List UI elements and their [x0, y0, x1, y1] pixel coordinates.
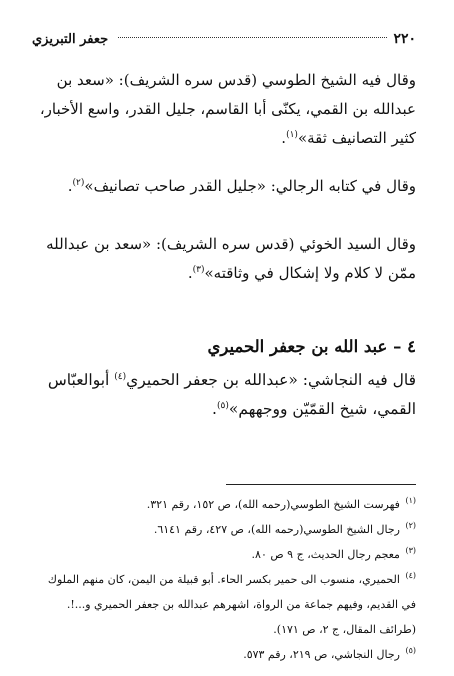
paragraph-end: . [281, 129, 287, 147]
footnote-mark: (٥) [405, 646, 416, 656]
footnote-mark: (٢) [405, 521, 416, 531]
footnote-ref[interactable]: (١) [286, 130, 298, 140]
paragraph-text: قال فيه النجاشي: «عبدالله بن جعفر الحميري [126, 371, 416, 389]
paragraph-text: وقال السيد الخوئي (قدس سره الشريف): «سعد بن عبدالله ممّن لا كلام ولا إشكال في وثاقته» [46, 235, 416, 282]
running-header [32, 28, 416, 50]
paragraph-tusi-fihrist [36, 66, 416, 153]
footnote-text: رجال النجاشي، ص ٢١٩، رقم ٥٧٣. [243, 648, 400, 661]
footnote-text: الحميري، منسوب الى حمير بكسر الحاء. أبو قبيلة من اليمن، كان منهم الملوك في القديم، وفيهم جماعة من الرواة، اشهرهم عبدالله بن جعفر الحميري و...!. (طرائف المقال، ج ٢، ص ١٧١). [47, 573, 416, 636]
footnote-ref[interactable]: (٢) [72, 178, 85, 188]
paragraph-text: أبوالعبّاس القمي، شيخ القمّيّن ووجههم» [47, 371, 416, 418]
running-title: جعفر التبريزي [32, 31, 109, 47]
footnote-text: معجم رجال الحديث، ج ٩ ص ٨٠. [251, 548, 400, 561]
paragraph-text: وقال في كتابه الرجالي: «جليل القدر صاحب تصانيف» [84, 177, 416, 195]
paragraph-najashi [36, 366, 416, 424]
paragraph-end: . [212, 400, 217, 418]
footnote-text: رجال الشيخ الطوسي(رحمه الله)، ص ٤٢٧، رقم ٦١٤١. [153, 523, 400, 536]
footnote-item [36, 567, 416, 642]
footnote-ref[interactable]: (٤) [114, 371, 127, 382]
footnote-item [36, 542, 416, 567]
footnote-mark: (٣) [405, 546, 416, 556]
paragraph-end: . [67, 177, 73, 195]
footnote-item [36, 642, 416, 667]
footnote-mark: (١) [405, 496, 416, 506]
footnotes [36, 492, 416, 667]
paragraph-end: . [187, 264, 193, 282]
header-dotted-leader [118, 36, 387, 38]
footnote-separator [226, 484, 416, 485]
paragraph-text: وقال فيه الشيخ الطوسي (قدس سره الشريف): «سعد بن عبدالله بن القمي، يكنّى أبا القاسم، جليل القدر، واسع الأخبار، كثير التصانيف ثقة» [39, 71, 416, 147]
footnote-text: فهرست الشيخ الطوسي(رحمه الله)، ص ١٥٢، رقم ٣٢١. [146, 498, 400, 511]
footnote-ref[interactable]: (٥) [216, 400, 229, 411]
section-heading: ٤ – عبد الله بن جعفر الحميري [207, 337, 416, 356]
footnote-item [36, 492, 416, 517]
paragraph-khoei [36, 230, 416, 288]
footnote-ref[interactable]: (٣) [192, 265, 205, 275]
footnote-mark: (٤) [405, 571, 416, 581]
footnote-item [36, 517, 416, 542]
paragraph-tusi-rijal [36, 172, 416, 201]
page-number: ٢٢٠ [393, 31, 416, 47]
